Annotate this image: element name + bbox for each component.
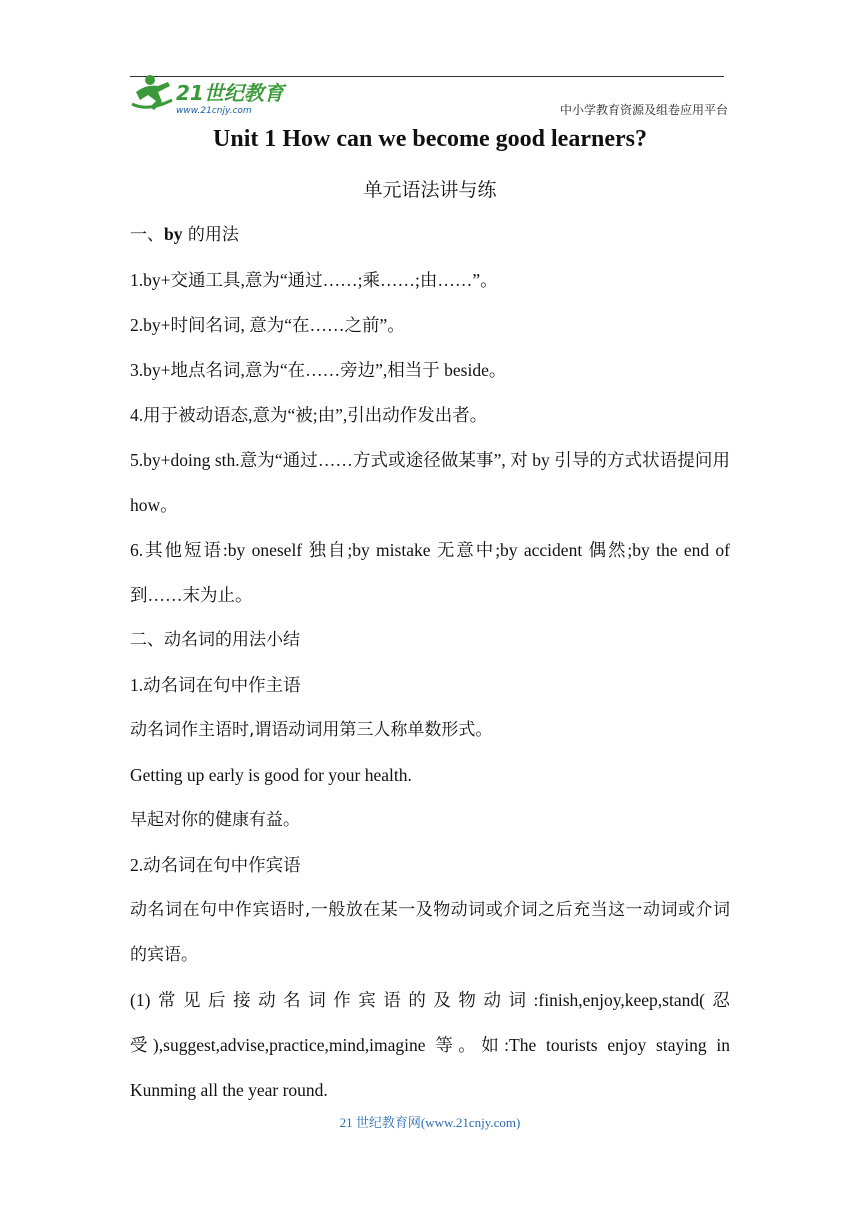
document-body [130, 212, 730, 1113]
paragraph-2: 2.by+时间名词, 意为“在……之前”。 [130, 315, 405, 335]
section-2-heading: 二、动名词的用法小结 [130, 630, 300, 650]
paragraph-1: 1.by+交通工具,意为“通过……;乘……;由……”。 [130, 270, 498, 290]
paragraph-3: 3.by+地点名词,意为“在……旁边”,相当于 beside。 [130, 360, 507, 380]
paragraph-gerund-object: 动名词在句中作宾语时,一般放在某一及物动词或介词之后充当这一动词或介词的宾语。 [130, 900, 730, 965]
section-1-heading: 一、by 的用法 [130, 224, 239, 245]
example-translation-1: 早起对你的健康有益。 [130, 810, 300, 830]
site-tagline: 中小学教育资源及组卷应用平台 [559, 103, 728, 117]
paragraph-5: 5.by+doing sth.意为“通过……方式或途径做某事”, 对 by 引导的方式状语提问用 how。 [130, 450, 730, 515]
footer-source: 21 世纪教育网(www.21cnjy.com) [339, 1115, 521, 1130]
paragraph-6: 6.其他短语:by oneself 独自;by mistake 无意中;by accident 偶然;by the end of 到……末为止。 [130, 540, 730, 605]
subheading-2: 2.动名词在句中作宾语 [130, 855, 301, 875]
paragraph-gerund-subject: 动名词作主语时,谓语动词用第三人称单数形式。 [130, 720, 493, 740]
example-sentence-1: Getting up early is good for your health. [130, 765, 412, 785]
logo [128, 70, 290, 118]
paragraph-4: 4.用于被动语态,意为“被;由”,引出动作发出者。 [130, 405, 488, 425]
page-title: Unit 1 How can we become good learners? [213, 126, 647, 152]
logo-text: 21世纪教育 [176, 81, 284, 105]
logo-url: www.21cnjy.com [176, 106, 252, 116]
subheading-1: 1.动名词在句中作主语 [130, 675, 301, 695]
page-subtitle: 单元语法讲与练 [363, 179, 497, 201]
paragraph-verb-list: (1)常见后接动名词作宾语的及物动词:finish,enjoy,keep,stand(忍受),suggest,advise,practice,mind,imagine 等。如:The tourists enjoy staying in Kunming all the year round. [130, 990, 730, 1100]
